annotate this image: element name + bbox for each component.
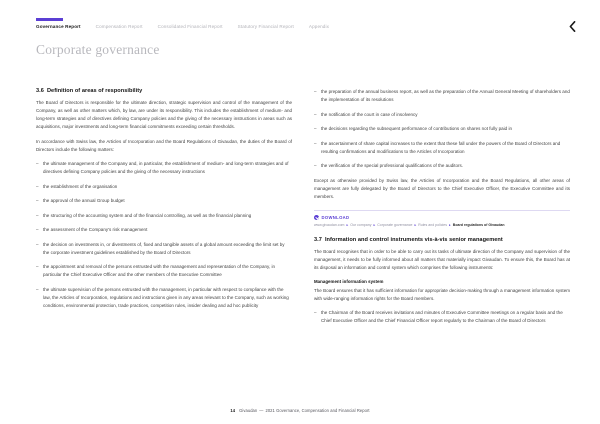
section-heading-3-7 (314, 237, 570, 244)
breadcrumb[interactable] (314, 223, 570, 228)
right-column (314, 88, 570, 332)
list-item: – the decisions regarding the subsequent performance of contributions on shares not fully paid in (314, 125, 570, 133)
download-circle-icon (314, 215, 319, 220)
tab-appendix[interactable] (309, 25, 329, 36)
left-column (36, 88, 292, 332)
report-tab-list (36, 25, 569, 36)
management-information-bullet-list (314, 309, 570, 325)
footer-page-number: 14 (230, 408, 236, 413)
list-item: – the verification of the special professional qualifications of the auditors. (314, 162, 570, 170)
subsection-heading: Management information system (314, 279, 384, 285)
paragraph: In accordance with Swiss law, the Articles of Incorporation and the Board Regulations of Givaudan, the duties of the Board of Directors include the following matters: (36, 138, 292, 152)
footer-dash: — (259, 408, 264, 413)
tab-statutory-financial-report[interactable] (238, 25, 294, 36)
tab-consolidated-financial-report[interactable] (158, 25, 223, 36)
breadcrumb-item[interactable]: Corporate governance (377, 222, 413, 227)
breadcrumb-separator-icon: ▸ (448, 222, 452, 227)
page-footer (0, 408, 600, 413)
list-item: – the ascertainment of share capital increases to the extent that these fall under the powers of the Board of Directors and resulting confirmations and modifications to the Articles of Incorporation (314, 140, 570, 156)
list-item: – the structuring of the accounting system and of the financial controlling, as well as the financial planning (36, 212, 292, 220)
section-heading-3-6 (36, 88, 292, 95)
list-item: – the assessment of the Company's risk management (36, 226, 292, 234)
section-number: 3.6 (36, 88, 44, 94)
tab-label: Consolidated Financial Report (157, 24, 223, 30)
section-title: Definition of areas of responsibility (46, 88, 143, 94)
paragraph: The Board ensures that it has sufficient information for appropriate decision-making through a management information system with wide-ranging information rights for the Board members. (314, 287, 570, 301)
top-navigation (0, 0, 600, 36)
breadcrumb-item[interactable]: www.givaudan.com (314, 222, 345, 227)
footer-report-title: 2021 Governance, Compensation and Financial Report (265, 408, 370, 413)
list-item: – the appointment and removal of the persons entrusted with the management and representation of the Company, in particular the Chief Executive Officer and the other members of the Executive Committee (36, 263, 292, 279)
breadcrumb-item[interactable]: Board regulations of Givaudan (452, 222, 505, 227)
list-item: – the ultimate management of the Company and, in particular, the establishment of medium- and long-term strategies and of directives defining Company policies and the giving of the necessary instructions (36, 160, 292, 176)
tab-label: Appendix (308, 24, 330, 30)
list-item: – the establishment of the organisation (36, 183, 292, 191)
page-title: Corporate governance (36, 42, 160, 57)
list-item: – the approval of the annual Group budget (36, 197, 292, 205)
responsibility-bullet-list-continued (314, 88, 570, 170)
back-button[interactable] (569, 21, 576, 36)
active-tab-indicator (36, 18, 63, 21)
section-title: Information and control instruments vis-à-vis senior management (324, 236, 503, 243)
paragraph: Except as otherwise provided by Swiss law, the Articles of Incorporation and the Board Regulations, all other areas of management are fully delegated by the Board of Directors to the Chief Executive Officer, the Executive Committee and its members. (314, 177, 570, 199)
breadcrumb-separator-icon: ▸ (372, 222, 377, 227)
tab-label: Governance Report (36, 24, 81, 30)
chevron-left-icon (569, 21, 576, 32)
breadcrumb-item[interactable]: Our company (350, 222, 372, 227)
breadcrumb-separator-icon: ▸ (345, 222, 350, 227)
list-item: – the preparation of the annual business report, as well as the preparation of the Annual General Meeting of shareholders and the implementation of its resolutions (314, 88, 570, 104)
paragraph: The Board of Directors is responsible for the ultimate direction, strategic supervision and control of the management of the Company, as well as other matters which, by law, are under its responsibility. This includes the establishment of medium- and long-term strategies and of directives defining Company policies and the giving of the necessary instructions in areas such as acquisitions, major investments and long-term financial commitments exceeding certain thresholds. (36, 100, 292, 130)
tab-compensation-report[interactable] (96, 25, 143, 36)
download-label: DOWNLOAD (321, 215, 350, 220)
paragraph: The Board recognises that in order to be able to carry out its tasks of ultimate direction of the Company and supervision of the management, it needs to be fully informed about all matters that materially impact Givaudan. To ensure this, the Board has at its disposal an information and control system which comprises the following instruments: (314, 249, 570, 271)
breadcrumb-item[interactable]: Rules and policies (418, 222, 448, 227)
list-item: – the ultimate supervision of the persons entrusted with the management, in particular with respect to compliance with the law, the Articles of Incorporation, regulations and instructions given in any areas relevant to the Company, such as working conditions, environmental protection, trade practices, competition rules, insider dealing and ad hoc publicity (36, 286, 292, 310)
document-body (36, 88, 570, 332)
download-block (314, 210, 570, 228)
breadcrumb-separator-icon: ▸ (413, 222, 418, 227)
list-item: – the Chairman of the Board receives invitations and minutes of Executive Committee meetings on a regular basis and the Chief Executive Officer and the Chief Financial Officer report regularly to the Chairman of the Board of Directors (314, 309, 570, 325)
download-link[interactable] (314, 215, 570, 220)
responsibility-bullet-list (36, 160, 292, 310)
list-item: – the decision on investments in, or divestments of, fixed and tangible assets of a global amount exceeding the limit set by the corporate investment guidelines established by the Board of Directors (36, 241, 292, 257)
tab-label: Statutory Financial Report (237, 24, 294, 30)
list-item: – the notification of the court in case of insolvency (314, 111, 570, 119)
tab-label: Compensation Report (95, 24, 143, 30)
footer-company: Givaudan (239, 408, 258, 413)
tab-governance-report[interactable] (36, 25, 81, 36)
section-number: 3.7 (314, 236, 322, 243)
